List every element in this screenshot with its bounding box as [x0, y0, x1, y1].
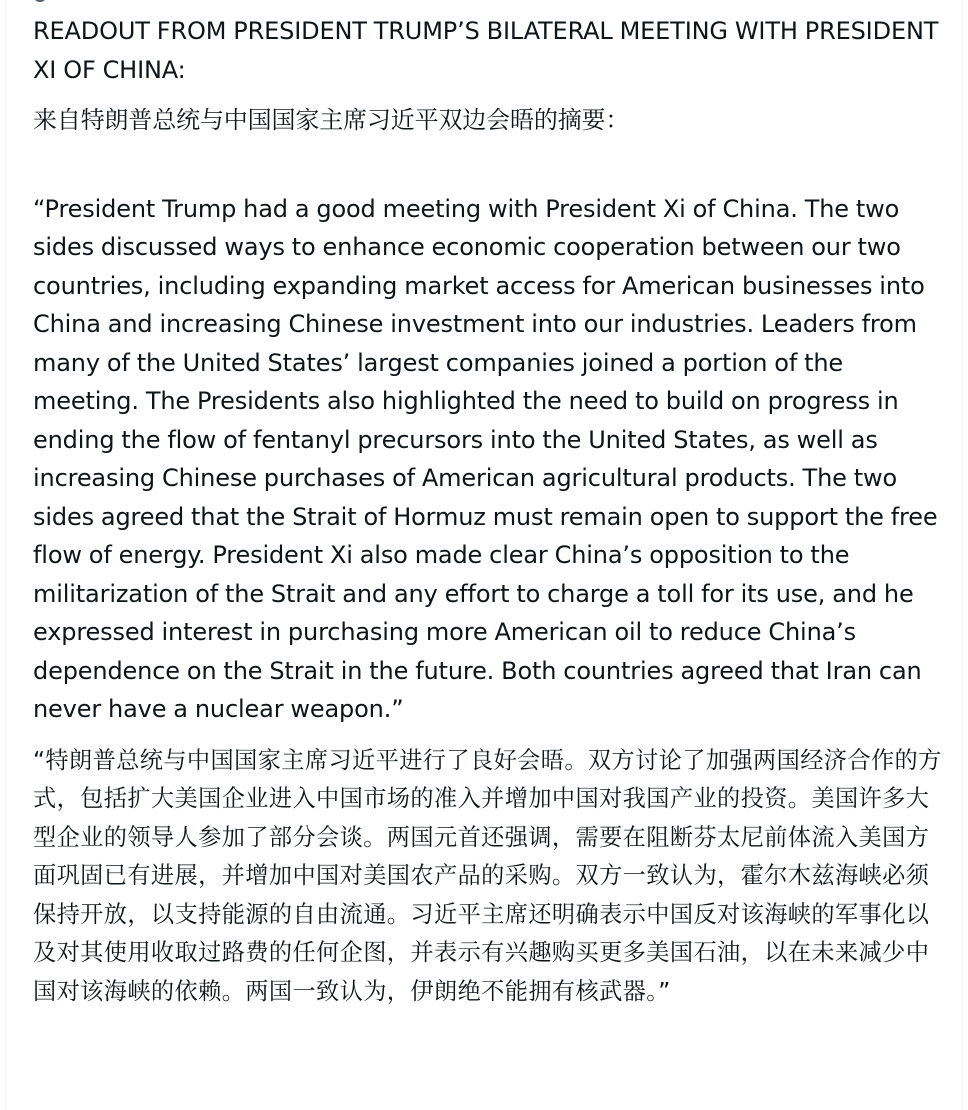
readout-body-en: “President Trump had a good meeting with President Xi of China. The two sides discussed ways to enhance economic cooperation between our two countries, including expanding market access for American businesses into China and increasing Chinese investment into our industries. Leaders from many of the United States’ largest companies joined a portion of the meeting. The Presidents also highlighted the need to build on progress in ending the flow of fentanyl precursors into the United States, as well as increasing Chinese purchases of American agricultural products. The two sides agreed that the Strait of Hormuz must remain open to support the free flow of energy. President Xi also made clear China’s opposition to the militarization of the Strait and any effort to charge a toll for its use, and he expressed interest in purchasing more American oil to reduce China’s dependence on the Strait in the future. Both countries agreed that Iran can never have a nuclear weapon.”: [33, 194, 945, 723]
post-text: [33, 12, 946, 1011]
cropped-translate-link[interactable]: [33, 0, 163, 6]
readout-body-zh: “特朗普总统与中国国家主席习近平进行了良好会晤。双方讨论了加强两国经济合作的方式，包括扩大美国企业进入中国市场的准入并增加中国对我国产业的投资。美国许多大型企业的领导人参加了部分会谈。两国元首还强调，需要在阻断芬太尼前体流入美国方面巩固已有进展，并增加中国对美国农产品的采购。双方一致认为，霍尔木兹海峡必须保持开放，以支持能源的自由流通。习近平主席还明确表示中国反对该海峡的军事化以及对其使用收取过路费的任何企图，并表示有兴趣购买更多美国石油，以在未来减少中国对该海峡的依赖。两国一致认为，伊朗绝不能拥有核武器。”: [33, 746, 942, 1005]
translate-icon: [33, 0, 47, 2]
readout-heading: READOUT FROM PRESIDENT TRUMP’S BILATERAL MEETING WITH PRESIDENT XI OF CHINA:: [33, 17, 946, 84]
readout-heading-zh: 来自特朗普总统与中国国家主席习近平双边会晤的摘要：: [33, 106, 630, 134]
